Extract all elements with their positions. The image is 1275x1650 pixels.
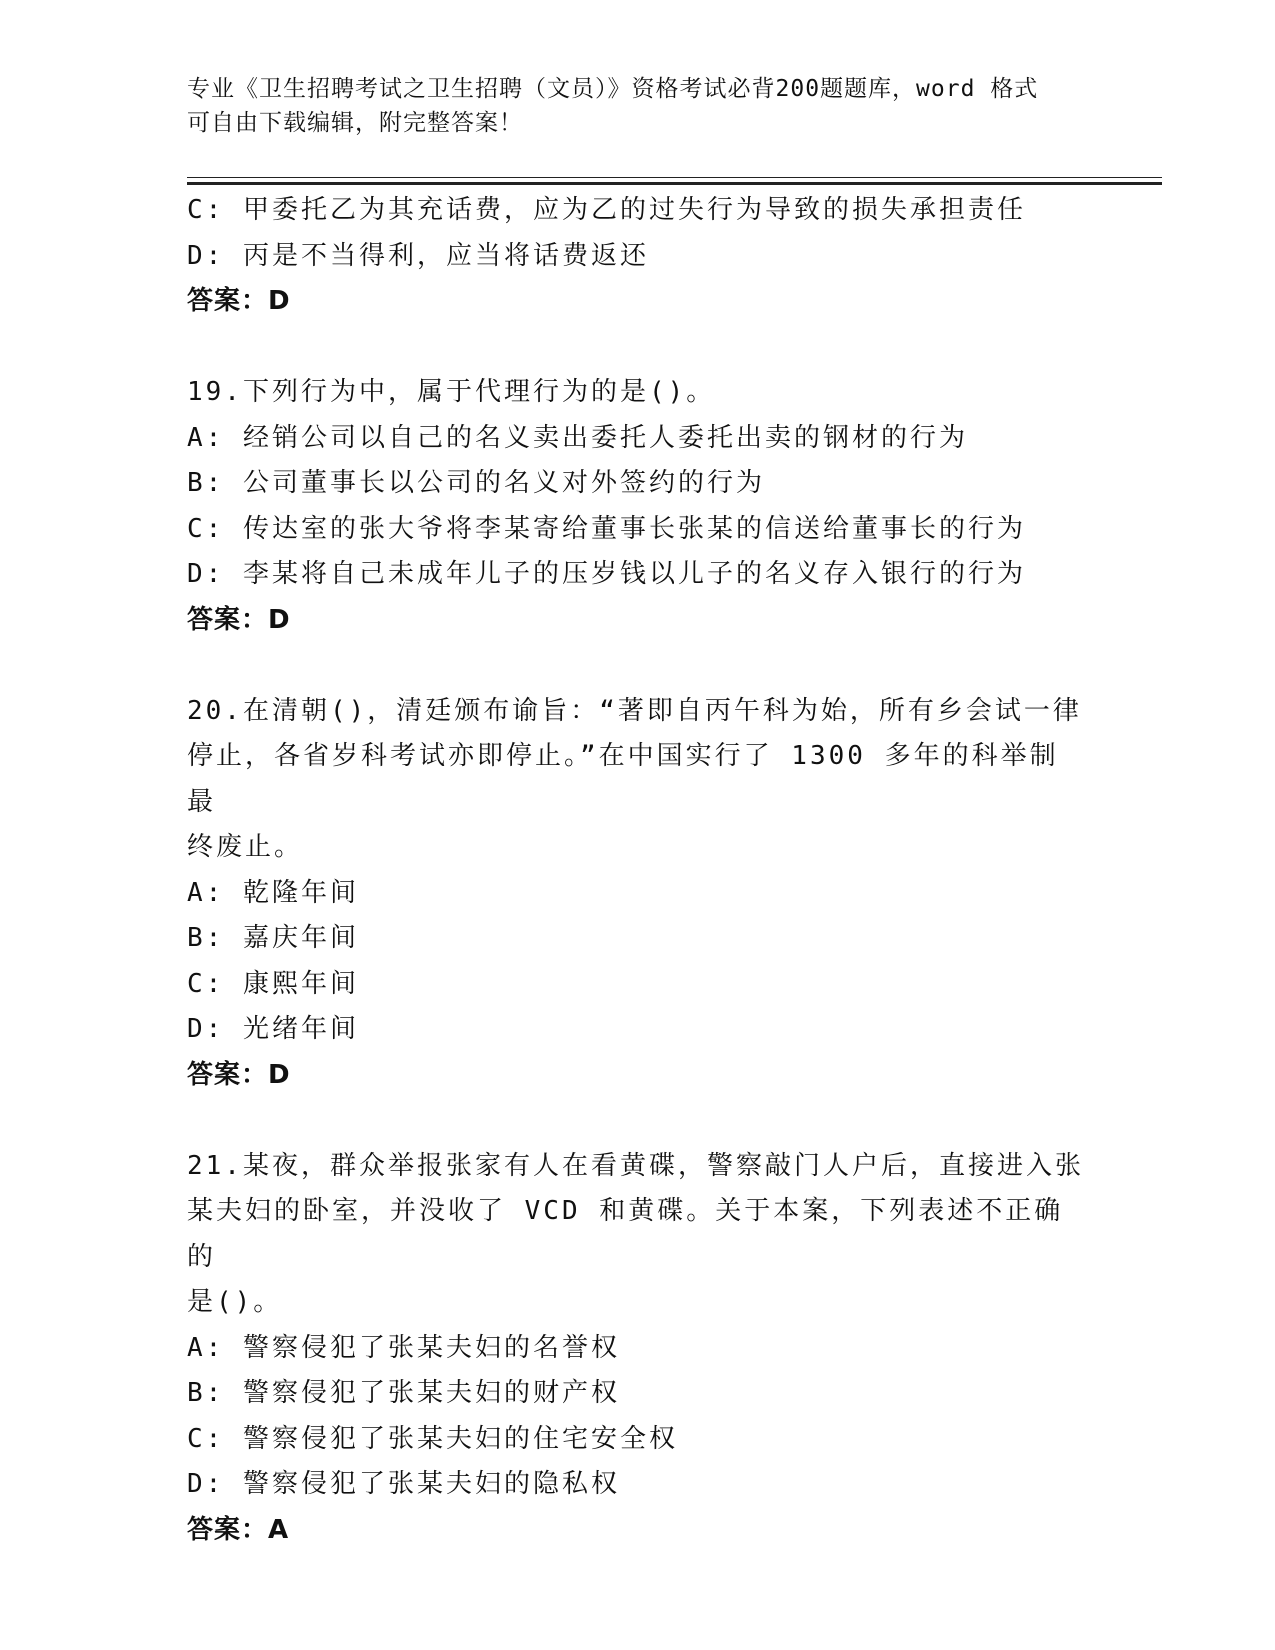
answer-line: 答案：A (187, 1514, 290, 1545)
option-d: D: 警察侵犯了张某夫妇的隐私权 (187, 1469, 620, 1499)
option-d: D: 丙是不当得利，应当将话费返还 (187, 240, 649, 271)
header-rule-thick (187, 182, 1162, 185)
option-b: B: 嘉庆年间 (187, 923, 359, 953)
question-stem-line-1: 20.在清朝()，清廷颁布谕旨：“著即自丙午科为始，所有乡会试一律 (187, 695, 1082, 726)
question-18-fragment (187, 188, 1087, 325)
header-line-1: 专业《卫生招聘考试之卫生招聘（文员）》资格考试必背200题题库，word 格式 (187, 76, 1039, 102)
question-21 (187, 1144, 1087, 1554)
question-stem-line-3: 是()。 (187, 1287, 283, 1317)
option-b: B: 公司董事长以公司的名义对外签约的行为 (187, 468, 765, 498)
question-20 (187, 689, 1087, 1099)
option-a: A: 经销公司以自己的名义卖出委托人委托出卖的钢材的行为 (187, 422, 968, 453)
question-stem-line-2: 停止，各省岁科考试亦即停止。”在中国实行了 1300 多年的科举制最 (187, 741, 1059, 817)
option-a: A: 警察侵犯了张某夫妇的名誉权 (187, 1332, 620, 1363)
header-line-2: 可自由下载编辑，附完整答案！ (187, 110, 523, 136)
document-header (187, 72, 1087, 140)
answer-line: 答案：D (187, 1059, 291, 1090)
option-d: D: 李某将自己未成年儿子的压岁钱以儿子的名义存入银行的行为 (187, 559, 1026, 589)
option-c: C: 甲委托乙为其充话费，应为乙的过失行为导致的损失承担责任 (187, 195, 1026, 225)
question-stem: 19.下列行为中，属于代理行为的是()。 (187, 377, 716, 407)
question-stem-line-1: 21.某夜，群众举报张家有人在看黄碟，警察敲门人户后，直接进入张 (187, 1150, 1084, 1181)
document-body (187, 188, 1087, 1553)
answer-line: 答案：D (187, 286, 291, 316)
answer-line: 答案：D (187, 604, 291, 635)
question-19 (187, 370, 1087, 643)
option-c: C: 康熙年间 (187, 968, 359, 999)
question-stem-line-2: 某夫妇的卧室，并没收了 VCD 和黄碟。关于本案，下列表述不正确的 (187, 1196, 1064, 1272)
question-stem-line-3: 终废止。 (187, 832, 304, 862)
option-a: A: 乾隆年间 (187, 877, 359, 908)
spacer (187, 643, 1087, 689)
option-c: C: 传达室的张大爷将李某寄给董事长张某的信送给董事长的行为 (187, 513, 1026, 544)
option-b: B: 警察侵犯了张某夫妇的财产权 (187, 1378, 620, 1408)
option-d: D: 光绪年间 (187, 1014, 359, 1044)
spacer (187, 325, 1087, 371)
spacer (187, 1098, 1087, 1144)
header-rule-thin (187, 177, 1162, 178)
option-c: C: 警察侵犯了张某夫妇的住宅安全权 (187, 1423, 678, 1454)
